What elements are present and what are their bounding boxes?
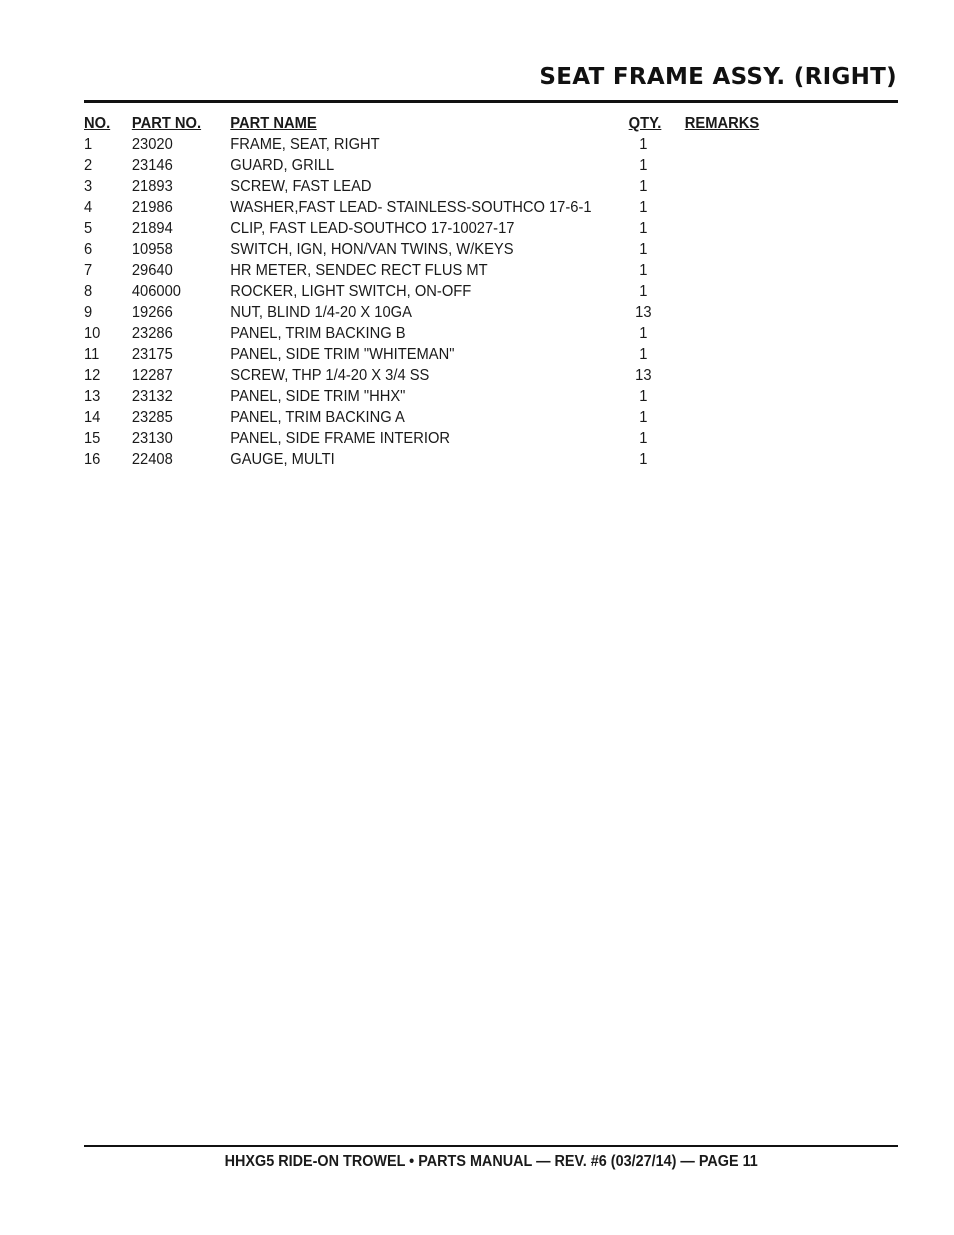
row-part-name: PANEL, TRIM BACKING A xyxy=(230,409,405,426)
row-qty: 1 xyxy=(639,430,648,447)
row-qty: 1 xyxy=(639,451,648,468)
header-part-name: PART NAME xyxy=(230,115,317,132)
row-remarks xyxy=(658,323,777,344)
row-remarks xyxy=(658,239,777,260)
table-row xyxy=(84,323,783,344)
row-part-name: SCREW, THP 1/4-20 X 3/4 SS xyxy=(230,367,430,384)
row-remarks xyxy=(658,281,777,302)
row-qty: 1 xyxy=(639,241,648,258)
row-remarks xyxy=(658,176,777,197)
row-qty: 13 xyxy=(635,367,652,384)
row-no: 14 xyxy=(84,409,101,426)
row-no: 7 xyxy=(84,262,93,279)
table-row xyxy=(84,344,783,365)
row-part-no: 23175 xyxy=(131,346,173,363)
header-remarks: REMARKS xyxy=(684,115,760,132)
row-part-no: 23130 xyxy=(131,430,173,447)
table-row xyxy=(84,386,783,407)
row-no: 15 xyxy=(84,430,101,447)
row-qty: 1 xyxy=(639,220,648,237)
row-qty: 1 xyxy=(639,346,648,363)
table-row xyxy=(84,155,783,176)
row-remarks xyxy=(658,218,777,239)
row-part-name: ROCKER, LIGHT SWITCH, ON-OFF xyxy=(230,283,472,300)
row-remarks xyxy=(658,407,777,428)
row-part-no: 21894 xyxy=(131,220,173,237)
row-part-no: 29640 xyxy=(131,262,173,279)
table-row xyxy=(84,176,783,197)
row-part-no: 23132 xyxy=(131,388,173,405)
row-no: 4 xyxy=(84,199,93,216)
row-remarks xyxy=(658,260,777,281)
row-part-name: GUARD, GRILL xyxy=(230,157,335,174)
table-body xyxy=(84,134,783,470)
row-remarks xyxy=(658,197,777,218)
footer-divider xyxy=(84,1145,898,1147)
title-divider xyxy=(84,100,898,103)
row-qty: 1 xyxy=(639,178,648,195)
table-row xyxy=(84,281,783,302)
row-no: 6 xyxy=(84,241,93,258)
row-part-name: HR METER, SENDEC RECT FLUS MT xyxy=(230,262,488,279)
row-remarks xyxy=(658,302,777,323)
row-part-no: 10958 xyxy=(131,241,173,258)
row-part-no: 23020 xyxy=(131,136,173,153)
row-part-name: PANEL, SIDE TRIM "WHITEMAN" xyxy=(230,346,455,363)
row-part-name: PANEL, TRIM BACKING B xyxy=(230,325,406,342)
header-no: NO. xyxy=(84,115,111,132)
row-qty: 1 xyxy=(639,262,648,279)
row-remarks xyxy=(658,365,777,386)
row-no: 13 xyxy=(84,388,101,405)
row-part-no: 21893 xyxy=(131,178,173,195)
row-no: 11 xyxy=(84,346,100,363)
parts-table xyxy=(84,113,783,470)
row-part-no: 23146 xyxy=(131,157,173,174)
row-no: 2 xyxy=(84,157,93,174)
row-qty: 1 xyxy=(639,283,648,300)
row-part-name: SCREW, FAST LEAD xyxy=(230,178,372,195)
row-part-name: CLIP, FAST LEAD-SOUTHCO 17-10027-17 xyxy=(230,220,515,237)
table-header-row xyxy=(84,113,783,134)
row-no: 8 xyxy=(84,283,93,300)
row-part-no: 22408 xyxy=(131,451,173,468)
table-row xyxy=(84,449,783,470)
row-part-no: 19266 xyxy=(131,304,173,321)
row-no: 5 xyxy=(84,220,93,237)
row-part-name: FRAME, SEAT, RIGHT xyxy=(230,136,380,153)
table-row xyxy=(84,428,783,449)
footer-label: HHXG5 RIDE-ON TROWEL • PARTS MANUAL — REV. #6 (03/27/14) — PAGE 11 xyxy=(224,1153,758,1170)
row-part-no: 21986 xyxy=(131,199,173,216)
table-row xyxy=(84,197,783,218)
row-qty: 1 xyxy=(639,157,648,174)
row-part-name: PANEL, SIDE TRIM "HHX" xyxy=(230,388,406,405)
row-remarks xyxy=(658,428,777,449)
row-qty: 1 xyxy=(639,388,648,405)
row-qty: 13 xyxy=(635,304,652,321)
header-qty: QTY. xyxy=(628,115,662,132)
row-part-name: GAUGE, MULTI xyxy=(230,451,335,468)
row-qty: 1 xyxy=(639,199,648,216)
row-remarks xyxy=(658,344,777,365)
row-remarks xyxy=(658,449,777,470)
row-part-name: NUT, BLIND 1/4-20 X 10GA xyxy=(230,304,412,321)
row-qty: 1 xyxy=(639,409,648,426)
row-no: 10 xyxy=(84,325,101,342)
table-row xyxy=(84,365,783,386)
table-row xyxy=(84,218,783,239)
table-row xyxy=(84,302,783,323)
table-row xyxy=(84,407,783,428)
table-row xyxy=(84,260,783,281)
row-part-name: SWITCH, IGN, HON/VAN TWINS, W/KEYS xyxy=(230,241,514,258)
row-no: 9 xyxy=(84,304,93,321)
row-qty: 1 xyxy=(639,136,648,153)
row-part-name: PANEL, SIDE FRAME INTERIOR xyxy=(230,430,451,447)
row-part-name: WASHER,FAST LEAD- STAINLESS-SOUTHCO 17-6-1 xyxy=(230,199,592,216)
row-remarks xyxy=(658,134,777,155)
page-title: SEAT FRAME ASSY. (RIGHT) xyxy=(539,64,897,90)
row-part-no: 406000 xyxy=(131,283,181,300)
table-row xyxy=(84,239,783,260)
row-no: 1 xyxy=(84,136,93,153)
header-part-no: PART NO. xyxy=(131,115,202,132)
row-part-no: 23285 xyxy=(131,409,173,426)
page-footer xyxy=(84,1153,898,1171)
row-no: 16 xyxy=(84,451,101,468)
row-qty: 1 xyxy=(639,325,648,342)
row-part-no: 23286 xyxy=(131,325,173,342)
row-no: 3 xyxy=(84,178,93,195)
table-row xyxy=(84,134,783,155)
row-remarks xyxy=(658,155,777,176)
row-part-no: 12287 xyxy=(131,367,173,384)
row-no: 12 xyxy=(84,367,101,384)
row-remarks xyxy=(658,386,777,407)
